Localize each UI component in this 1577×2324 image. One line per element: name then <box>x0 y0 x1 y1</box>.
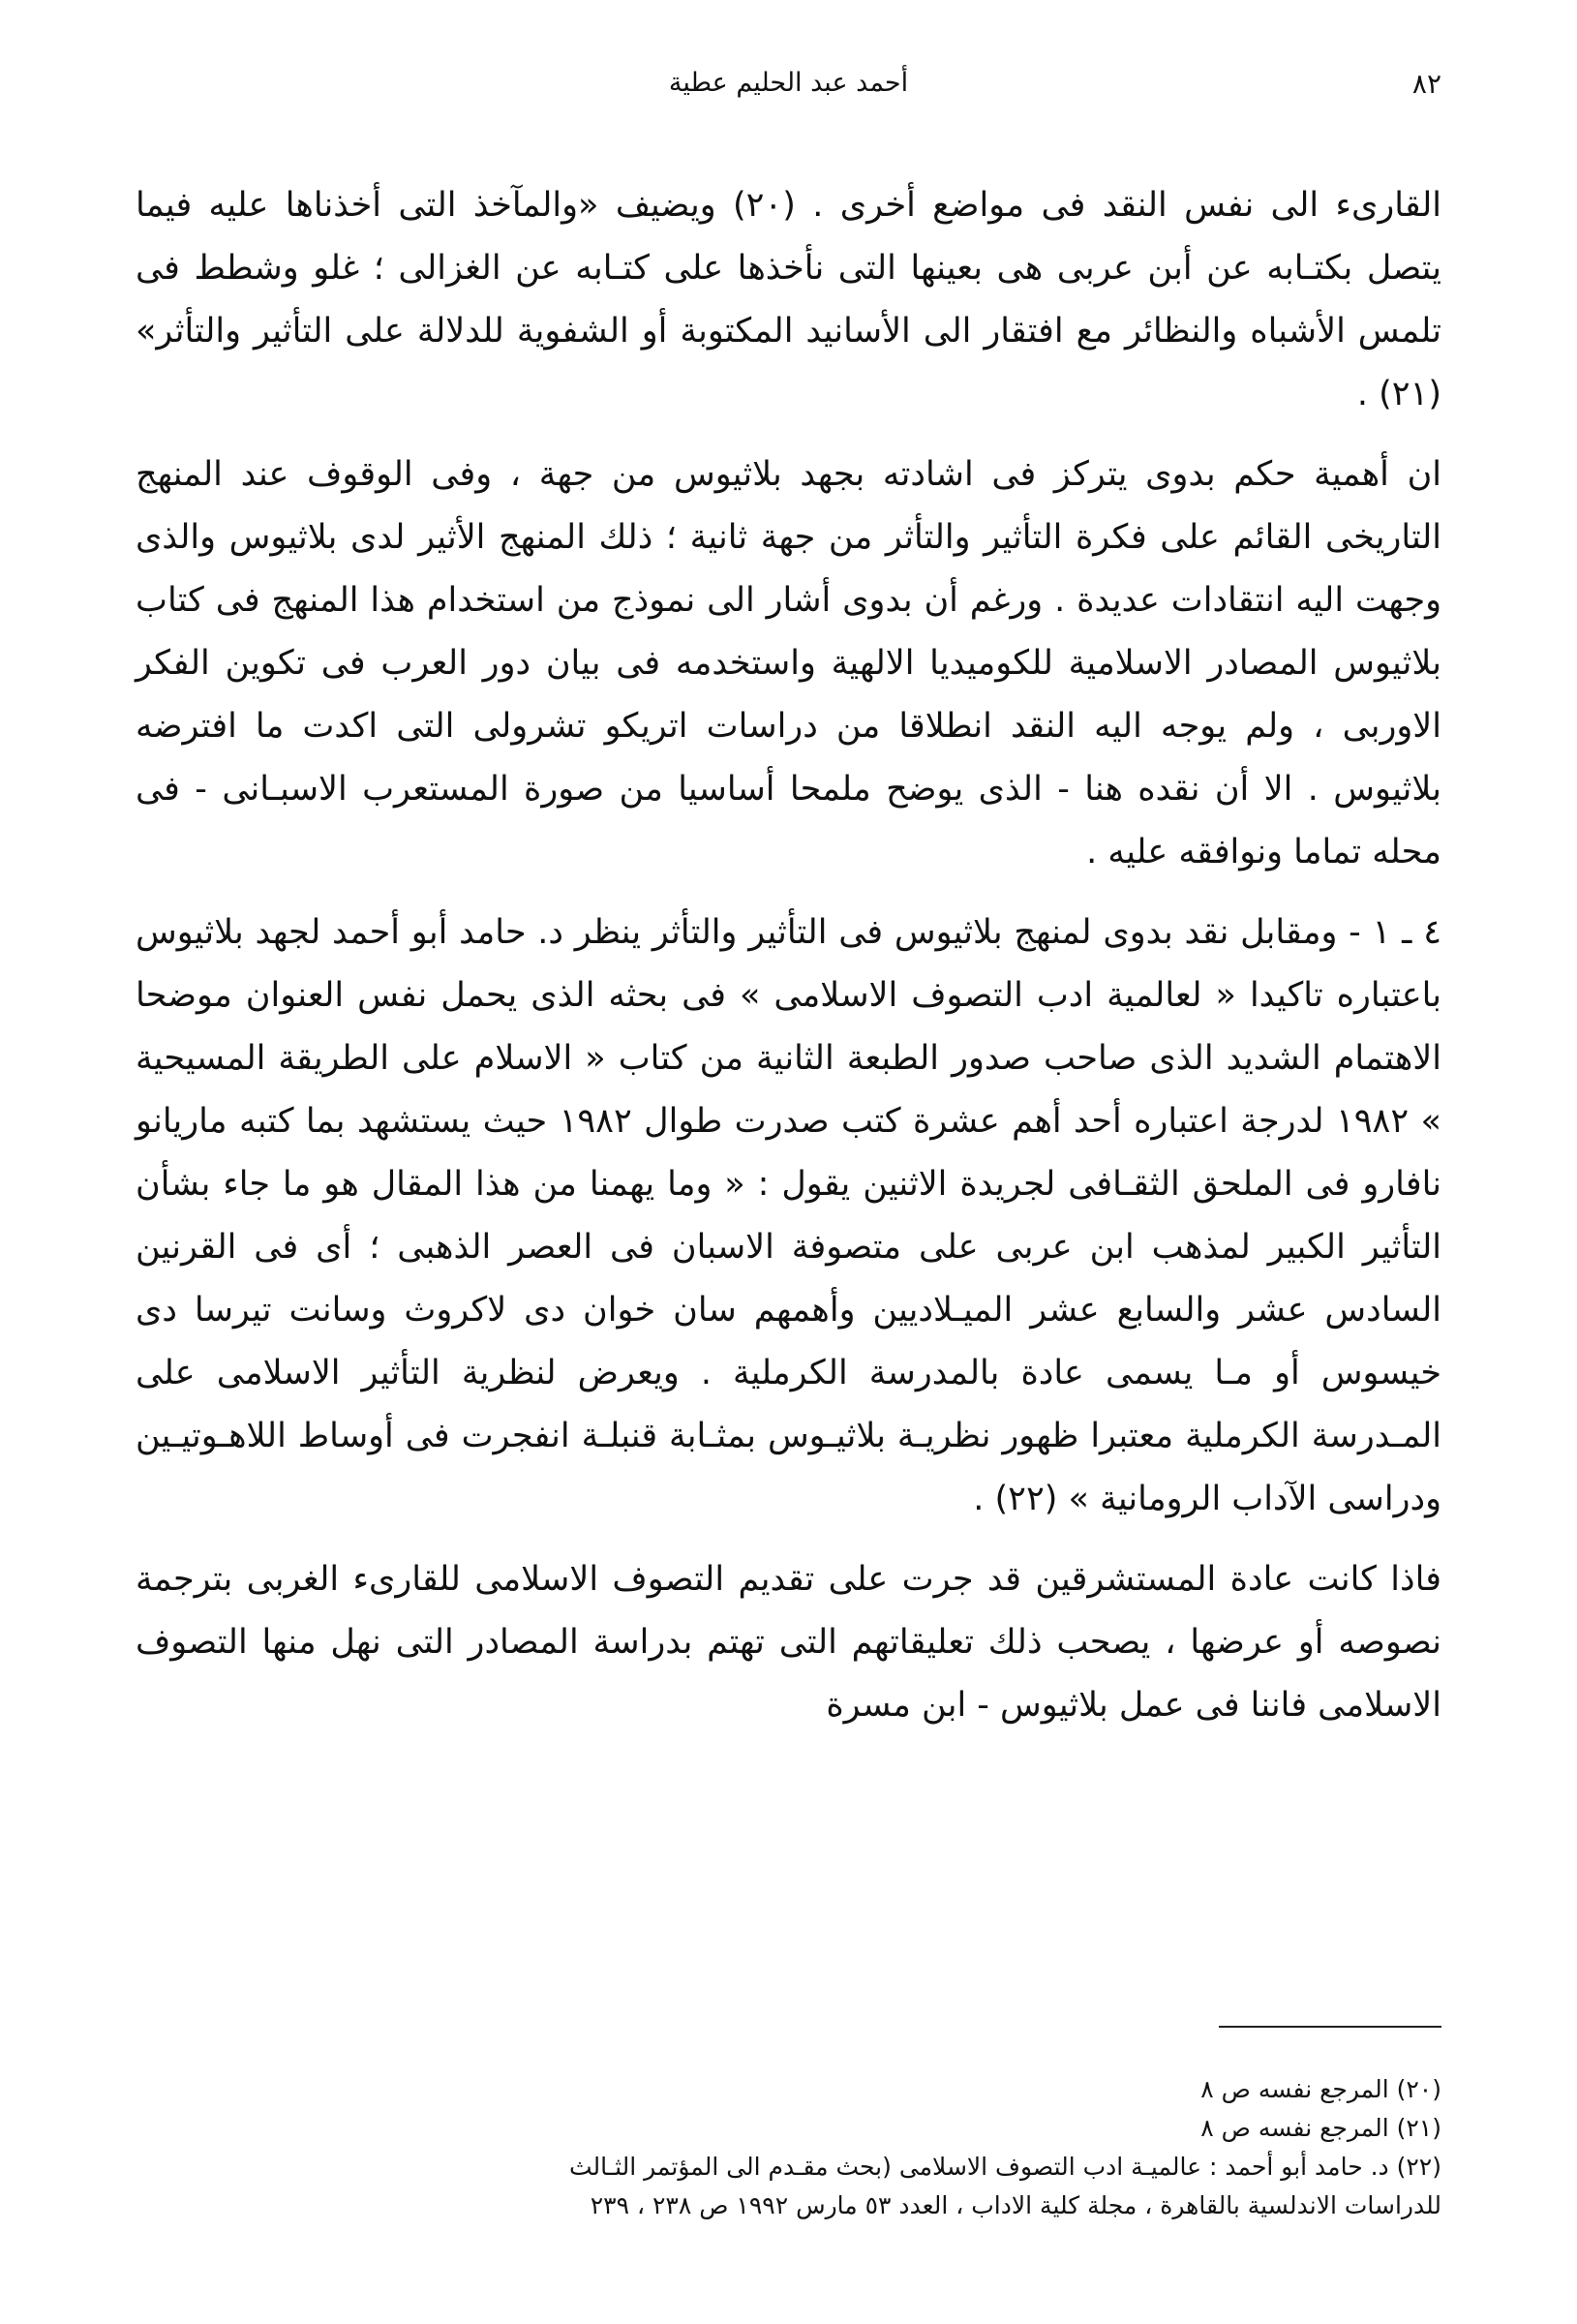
footnote-22: (٢٢) د. حامد أبو أحمد : عالميـة ادب التصوف الاسلامى (بحث مقـدم الى المؤتمر الثـالث <box>568 2153 1441 2181</box>
footnote-divider <box>1219 2026 1441 2028</box>
paragraph: القارىء الى نفس النقد فى مواضع أخرى . (٢٠) ويضيف «والمآخذ التى أخذناها عليه فيما يتصل بكتـابه عن أبن عربى هى بعينها التى نأخذها على كتـابه عن الغزالى ؛ غلو وشطط فى تلمس الأشباه والنظائر مع افتقار الى الأسانيد المكتوبة أو الشفوية للدلالة على التأثير والتأثر» (٢١) . <box>136 186 1441 413</box>
running-head <box>136 68 1441 116</box>
paragraph: ٤ ـ ١ - ومقابل نقد بدوى لمنهج بلاثيوس فى التأثير والتأثر ينظر د. حامد أبو أحمد لجهد بلاثيوس باعتباره تاكيدا « لعالمية ادب التصوف الاسلامى » فى بحثه الذى يحمل نفس العنوان موضحا الاهتمام الشديد الذى صاحب صدور الطبعة الثانية من كتاب « الاسلام على الطريقة المسيحية » ١٩٨٢ لدرجة اعتباره أحد أهم عشرة كتب صدرت طوال ١٩٨٢ حيث يستشهد بما كتبه ماريانو نافارو فى الملحق الثقـافى لجريدة الاثنين يقول : « وما يهمنا من هذا المقال هو ما جاء بشأن التأثير الكبير لمذهب ابن عربى على متصوفة الاسبان فى العصر الذهبى ؛ أى فى القرنين السادس عشر والسابع عشر الميـلاديين وأهمهم سان خوان دى لاكروث وسانت تيرسا دى خيسوس أو مـا يسمى عادة بالمدرسة الكرملية . ويعرض لنظرية التأثير الاسلامى على المـدرسة الكرملية معتبرا ظهور نظريـة بلاثيـوس بمثـابة قنبلـة انفجرت فى أوساط اللاهـوتيـين ودراسى الآداب الرومانية » (٢٢) . <box>136 913 1441 1518</box>
footnote-22-continuation: للدراسات الاندلسية بالقاهرة ، مجلة كلية الاداب ، العدد ٥٣ مارس ١٩٩٢ ص ٢٣٨ ، ٢٣٩ <box>590 2191 1441 2219</box>
paragraph: فاذا كانت عادة المستشرقين قد جرت على تقديم التصوف الاسلامى للقارىء الغربى بترجمة نصوصه أو عرضها ، يصحب ذلك تعليقاتهم التى تهتم بدراسة المصادر التى نهل منها التصوف الاسلامى فاننا فى عمل بلاثيوس - ابن مسرة <box>136 1560 1441 1725</box>
footnote-20: (٢٠) المرجع نفسه ص ٨ <box>1200 2075 1441 2103</box>
running-title: أحمد عبد الحليم عطية <box>668 68 909 98</box>
footnotes <box>136 2070 1441 2225</box>
page-number: ٨٢ <box>1411 68 1441 100</box>
footnote-21: (٢١) المرجع نفسه ص ٨ <box>1200 2114 1441 2142</box>
body-text <box>136 174 1441 1755</box>
paragraph: ان أهمية حكم بدوى يتركز فى اشادته بجهد بلاثيوس من جهة ، وفى الوقوف عند المنهج التاريخى القائم على فكرة التأثير والتأثر من جهة ثانية ؛ ذلك المنهج الأثير لدى بلاثيوس والذى وجهت اليه انتقادات عديدة . ورغم أن بدوى أشار الى نموذج من استخدام هذا المنهج فى كتاب بلاثيوس المصادر الاسلامية للكوميديا الالهية واستخدمه فى بيان دور العرب فى تكوين الفكر الاوربى ، ولم يوجه اليه النقد انطلاقا من دراسات اتريكو تشرولى التى اكدت ما افترضه بلاثيوس . الا أن نقده هنا - الذى يوضح ملمحا أساسيا من صورة المستعرب الاسبـانى - فى محله تماما ونوافقه عليه . <box>136 455 1441 872</box>
